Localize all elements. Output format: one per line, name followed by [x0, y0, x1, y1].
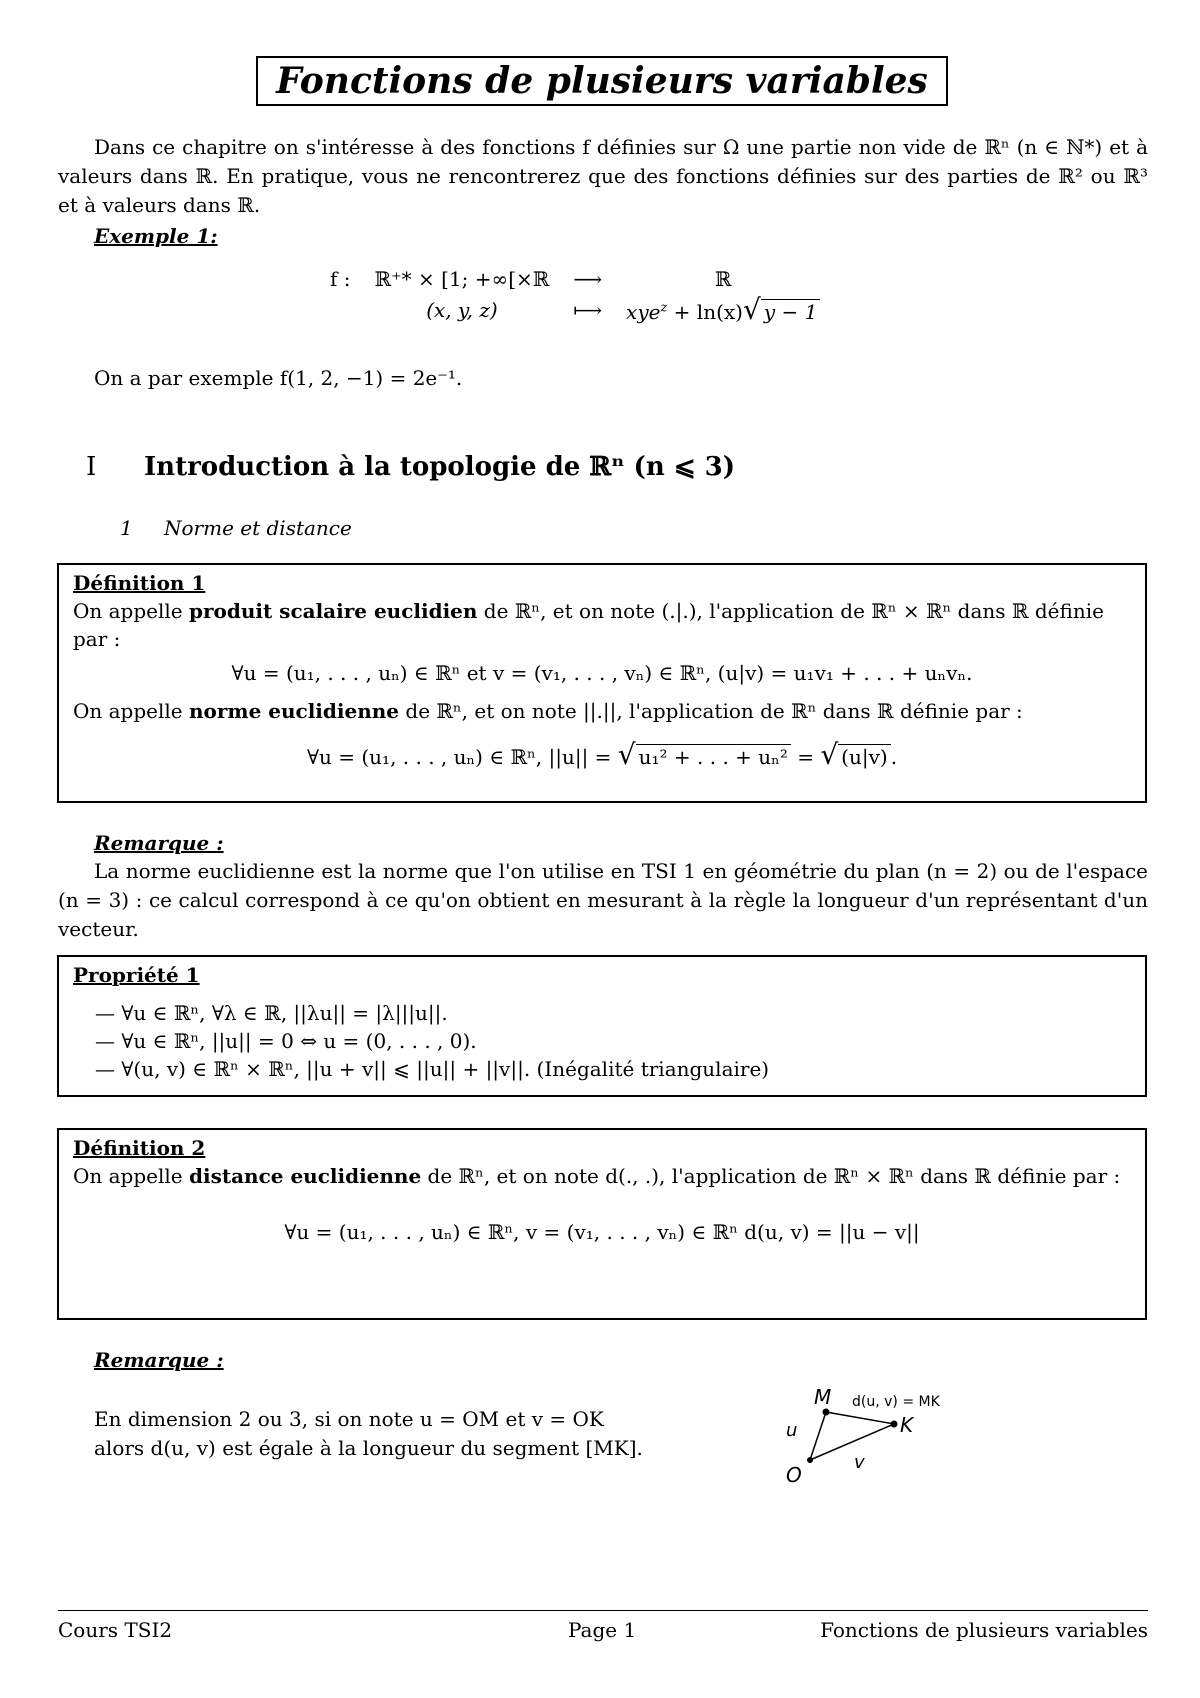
example1-note: On a par exemple f(1, 2, −1) = 2e⁻¹.: [94, 366, 463, 390]
definition-2-text: On appelle distance euclidienne de ℝⁿ, et on note d(., .), l'application de ℝⁿ × ℝⁿ dans ℝ définie par :: [73, 1164, 1121, 1188]
definition-1-text1: On appelle produit scalaire euclidien de ℝⁿ, et on note (.|.), l'application de ℝⁿ × ℝⁿ dans ℝ définie par :: [73, 599, 1104, 651]
label-distance: d(u, v) = MK: [852, 1394, 940, 1410]
definition-1-text2: On appelle norme euclidienne de ℝⁿ, et on note ||.||, l'application de ℝⁿ dans ℝ définie par :: [73, 699, 1023, 723]
footer-page-number: Page 1: [568, 1618, 637, 1642]
function-expression: xye$^z$ + ln(x)√ y − 1: [614, 292, 832, 327]
example1-label: [94, 222, 1184, 251]
distance-formula: ∀u = (u₁, . . . , uₙ) ∈ ℝⁿ, v = (v₁, . . . , vₙ) ∈ ℝⁿ d(u, v) = ||u − v||: [284, 1220, 920, 1244]
property-item: — ∀u ∈ ℝⁿ, ∀λ ∈ ℝ, ||λu|| = |λ|||u||.: [95, 1001, 448, 1025]
remark2-label: Remarque :: [94, 1348, 224, 1372]
section-number: I: [86, 452, 97, 482]
remark2-line2: alors d(u, v) est égale à la longueur du segment [MK].: [94, 1436, 643, 1460]
segment-mk: [826, 1412, 894, 1424]
property-1-title: Propriété 1: [73, 963, 200, 987]
property-1-list: [73, 999, 1131, 1083]
point-k: [891, 1421, 898, 1428]
function-domain: ℝ⁺* × [1; +∞[×ℝ: [374, 267, 550, 291]
subsection-heading: [120, 516, 352, 540]
definition-2-box: [57, 1128, 1147, 1320]
label-vector-v: v: [854, 1452, 865, 1473]
section-heading: [86, 452, 735, 482]
footer-right: Fonctions de plusieurs variables: [820, 1618, 1148, 1642]
mapsto-arrow: ⟼: [573, 297, 603, 322]
subsection-number: 1: [120, 516, 133, 540]
label-o: O: [786, 1463, 802, 1487]
label-m: M: [814, 1385, 832, 1409]
label-vector-u: u: [786, 1420, 798, 1441]
segment-om: [810, 1412, 826, 1460]
section-title: Introduction à la topologie de ℝⁿ (n ⩽ 3): [144, 452, 736, 482]
remark1-text: La norme euclidienne est la norme que l'on utilise en TSI 1 en géométrie du plan (n = 2) ou de l'espace (n = 3) : ce calcul correspond à ce qu'on obtient en mesurant à la règle la longueur d'un représentant d'un vecteur.: [58, 859, 1148, 941]
remark2-line1: En dimension 2 ou 3, si on note u = OM et v = OK: [94, 1407, 604, 1431]
map-arrow: ⟶: [573, 267, 603, 291]
function-variables: (x, y, z): [426, 297, 498, 322]
label-k: K: [900, 1413, 914, 1437]
function-codomain: ℝ: [714, 267, 732, 291]
property-item: — ∀(u, v) ∈ ℝⁿ × ℝⁿ, ||u + v|| ⩽ ||u|| + ||v||. (Inégalité triangulaire): [95, 1057, 770, 1081]
definition-2-title: Définition 2: [73, 1136, 206, 1160]
footer-left: Cours TSI2: [58, 1618, 173, 1642]
norm-formula: ∀u = (u₁, . . . , uₙ) ∈ ℝⁿ, ||u|| = √ u₁² + . . . + uₙ² = √ (u|v) .: [306, 738, 898, 771]
intro-paragraph: Dans ce chapitre on s'intéresse à des fonctions f définies sur Ω une partie non vide de ℝⁿ (n ∈ ℕ*) et à valeurs dans ℝ. En pratique, vous ne rencontrerez que des fonctions définies sur des parties de ℝ² ou ℝ³ et à valeurs dans ℝ.: [58, 135, 1148, 217]
segment-ok: [810, 1424, 894, 1460]
property-item: — ∀u ∈ ℝⁿ, ||u|| = 0 ⇔ u = (0, . . . , 0).: [95, 1029, 477, 1053]
example1-label-text: Exemple 1:: [94, 224, 218, 248]
function-name: f :: [330, 267, 351, 291]
footer-rule: [58, 1610, 1148, 1611]
scalar-product-formula: ∀u = (u₁, . . . , uₙ) ∈ ℝⁿ et v = (v₁, . . . , vₙ) ∈ ℝⁿ, (u|v) = u₁v₁ + . . . + uₙvₙ.: [231, 661, 973, 685]
vector-figure: [770, 1378, 990, 1488]
definition-1-title: Définition 1: [73, 571, 206, 595]
subsection-title: Norme et distance: [164, 516, 352, 540]
page-title: Fonctions de plusieurs variables: [276, 60, 928, 102]
remark1-label: Remarque :: [94, 831, 224, 855]
point-o: [807, 1457, 813, 1463]
title-box: [256, 56, 948, 106]
point-m: [823, 1409, 830, 1416]
function-definition: [318, 266, 832, 327]
definition-1-box: [57, 563, 1147, 803]
property-1-box: [57, 955, 1147, 1097]
